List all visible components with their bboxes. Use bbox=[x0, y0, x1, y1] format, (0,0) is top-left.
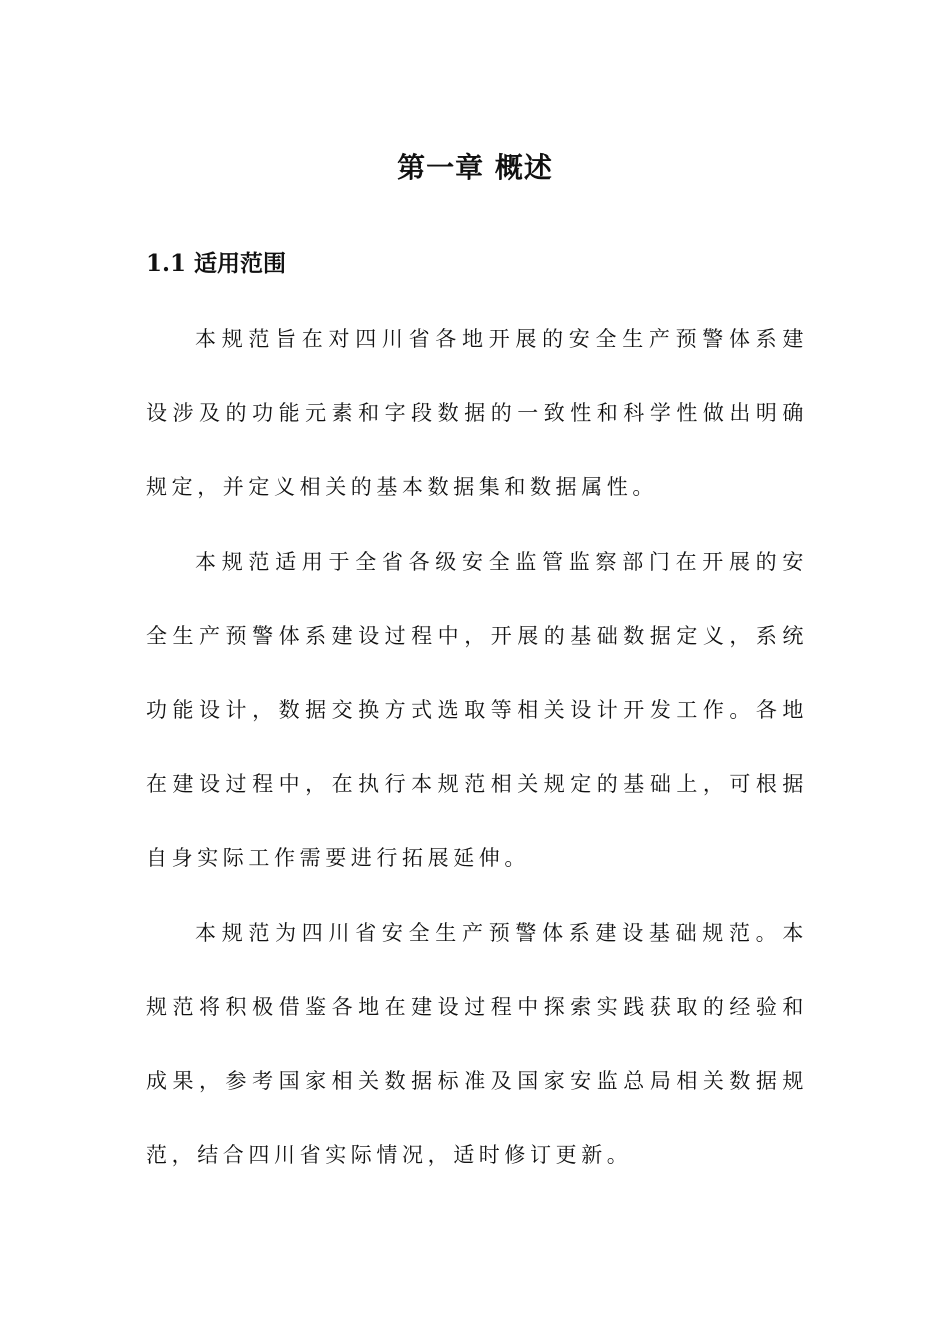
chapter-title: 第一章 概述 bbox=[397, 151, 553, 184]
section-title: 1.1 适用范围 bbox=[146, 250, 287, 277]
paragraph-scope-purpose: 本规范旨在对四川省各地开展的安全生产预警体系建设涉及的功能元素和字段数据的一致性和科学性做出明确规定，并定义相关的基本数据集和数据属性。 bbox=[146, 327, 808, 500]
paragraph-scope-application: 本规范适用于全省各级安全监管监察部门在开展的安全生产预警体系建设过程中，开展的基础数据定义，系统功能设计，数据交换方式选取等相关设计开发工作。各地在建设过程中，在执行本规范相关规定的基础上，可根据自身实际工作需要进行拓展延伸。 bbox=[146, 549, 808, 871]
section-body bbox=[146, 302, 808, 1192]
paragraph-scope-revision: 本规范为四川省安全生产预警体系建设基础规范。本规范将积极借鉴各地在建设过程中探索实践获取的经验和成果，参考国家相关数据标准及国家安监总局相关数据规范，结合四川省实际情况，适时修订更新。 bbox=[146, 920, 808, 1168]
